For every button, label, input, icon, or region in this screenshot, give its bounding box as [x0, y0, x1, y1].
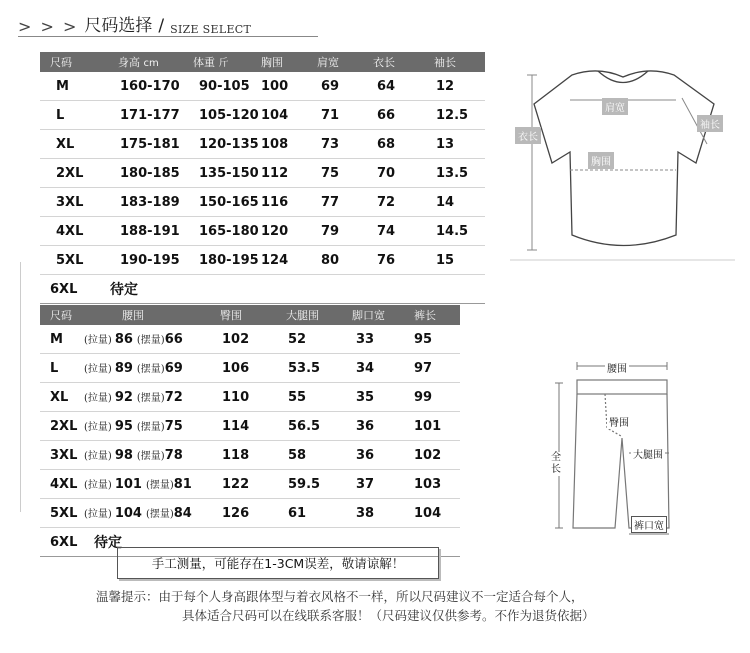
bottom-size-table [40, 305, 460, 557]
cell-chest: 124 [261, 246, 311, 275]
cell-length: 72 [363, 188, 420, 217]
waist-relaxed-label: (拉量) [84, 422, 112, 433]
cell-hem: 33 [348, 325, 410, 354]
col-size: 尺码 [50, 309, 72, 322]
waist-relaxed-value: 89 [114, 361, 133, 376]
cell-weight: 90-105 [183, 72, 261, 101]
cell-height: 180-185 [98, 159, 183, 188]
bottom-table-header [40, 305, 460, 325]
col-pants-length: 裤长 [414, 309, 436, 322]
cell-height: 183-189 [98, 188, 183, 217]
cell-sleeve: 12 [420, 72, 485, 101]
left-rule [20, 262, 21, 512]
cell-shoulder: 77 [311, 188, 363, 217]
pants-diagram [545, 358, 695, 543]
cell-thigh: 55 [276, 383, 348, 412]
col-height: 身高 [118, 56, 140, 69]
waist-flat-label: (摆量) [136, 364, 165, 375]
table-row [40, 188, 485, 217]
table-row [40, 383, 460, 412]
cell-thigh: 52 [276, 325, 348, 354]
cell-hem: 34 [348, 354, 410, 383]
cell-height: 171-177 [98, 101, 183, 130]
cell-thigh: 59.5 [276, 470, 348, 499]
table-row [40, 499, 460, 528]
waist-flat-value: 72 [164, 390, 183, 405]
table-row [40, 72, 485, 101]
cell-size: XL [40, 130, 98, 159]
cell-thigh: 61 [276, 499, 348, 528]
table-row-extra [40, 275, 485, 304]
shirt-label-sleeve: 袖长 [697, 115, 723, 132]
cell-thigh: 58 [276, 441, 348, 470]
cell-shoulder: 80 [311, 246, 363, 275]
header-divider [18, 36, 318, 37]
cell-shoulder: 71 [311, 101, 363, 130]
waist-relaxed-label: (拉量) [84, 480, 112, 491]
cell-hip: 122 [214, 470, 276, 499]
col-weight: 体重 [193, 56, 215, 69]
col-size: 尺码 [50, 56, 72, 69]
cell-chest: 104 [261, 101, 311, 130]
waist-flat-value: 66 [164, 332, 183, 347]
waist-flat-label: (摆量) [145, 480, 174, 491]
cell-hem: 36 [348, 441, 410, 470]
col-shoulder: 肩宽 [317, 56, 339, 69]
header-title: 尺码选择 [84, 16, 153, 36]
col-length: 衣长 [373, 56, 395, 69]
cell-pants-length: 102 [410, 441, 460, 470]
table-row [40, 101, 485, 130]
table-row [40, 354, 460, 383]
cell-size: 5XL [40, 246, 98, 275]
pants-label-waist: 腰围 [605, 360, 629, 375]
cell-pants-length: 97 [410, 354, 460, 383]
header-slash: / [158, 16, 165, 36]
measurement-note: 手工测量，可能存在1-3CM误差，敬请谅解！ [117, 547, 439, 579]
tip-line-1: 温馨提示：由于每个人身高跟体型与着衣风格不一样，所以尺码建议不一定适合每个人， [96, 589, 584, 604]
table-row [40, 441, 460, 470]
pants-label-hip: 臀围 [607, 414, 631, 429]
cell-hip: 114 [214, 412, 276, 441]
cell-hip: 110 [214, 383, 276, 412]
cell-chest: 100 [261, 72, 311, 101]
cell-sleeve: 13.5 [420, 159, 485, 188]
col-height-unit: cm [143, 58, 159, 69]
cell-shoulder: 79 [311, 217, 363, 246]
cell-size: L [40, 101, 98, 130]
cell-chest: 112 [261, 159, 311, 188]
cell-hip: 126 [214, 499, 276, 528]
waist-relaxed-label: (拉量) [84, 364, 112, 375]
col-thigh: 大腿围 [286, 309, 319, 322]
waist-flat-label: (摆量) [145, 509, 174, 520]
cell-hip: 118 [214, 441, 276, 470]
top-size-table [40, 52, 485, 304]
waist-relaxed-value: 86 [114, 332, 133, 347]
cell-size: 6XL [40, 275, 98, 304]
cell-pants-length: 104 [410, 499, 460, 528]
waist-flat-label: (摆量) [136, 393, 165, 404]
cell-weight: 105-120 [183, 101, 261, 130]
cell-sleeve: 14 [420, 188, 485, 217]
header-arrows: > > > [18, 17, 79, 36]
waist-relaxed-label: (拉量) [84, 393, 112, 404]
table-row [40, 470, 460, 499]
waist-relaxed-value: 101 [114, 477, 142, 492]
cell-size: 3XL [40, 441, 82, 470]
waist-relaxed-value: 95 [114, 419, 133, 434]
shirt-label-chest: 胸围 [588, 152, 614, 169]
cell-hem: 37 [348, 470, 410, 499]
cell-shoulder: 73 [311, 130, 363, 159]
cell-chest: 108 [261, 130, 311, 159]
table-row [40, 246, 485, 275]
cell-shoulder: 75 [311, 159, 363, 188]
cell-hem: 36 [348, 412, 410, 441]
waist-flat-label: (摆量) [136, 335, 165, 346]
cell-size: M [40, 72, 98, 101]
cell-pants-length: 99 [410, 383, 460, 412]
cell-height: 188-191 [98, 217, 183, 246]
waist-flat-label: (摆量) [136, 422, 165, 433]
cell-size: M [40, 325, 82, 354]
col-chest: 胸围 [261, 56, 283, 69]
waist-relaxed-value: 98 [114, 448, 133, 463]
cell-size: L [40, 354, 82, 383]
cell-sleeve: 12.5 [420, 101, 485, 130]
waist-flat-label: (摆量) [136, 451, 165, 462]
pants-label-hem: 裤口宽 [631, 516, 667, 533]
cell-hem: 35 [348, 383, 410, 412]
cell-height: 160-170 [98, 72, 183, 101]
cell-weight: 165-180 [183, 217, 261, 246]
shirt-diagram [510, 60, 735, 265]
tip-line-2: 具体适合尺码可以在线联系客服！（尺码建议仅供参考。不作为退货依据） [182, 608, 595, 623]
cell-weight: 135-150 [183, 159, 261, 188]
cell-weight: 150-165 [183, 188, 261, 217]
col-sleeve: 袖长 [434, 56, 456, 69]
cell-pants-length: 103 [410, 470, 460, 499]
cell-waist [82, 383, 214, 412]
cell-pants-length: 101 [410, 412, 460, 441]
cell-sleeve: 15 [420, 246, 485, 275]
cell-length: 66 [363, 101, 420, 130]
waist-flat-value: 81 [173, 477, 192, 492]
cell-size: 3XL [40, 188, 98, 217]
col-weight-unit: 斤 [218, 58, 229, 69]
shirt-outline-icon [510, 60, 735, 265]
cell-chest: 116 [261, 188, 311, 217]
cell-size: 4XL [40, 470, 82, 499]
cell-pending: 待定 [98, 275, 485, 304]
waist-relaxed-label: (拉量) [84, 451, 112, 462]
cell-sleeve: 13 [420, 130, 485, 159]
table-row [40, 217, 485, 246]
cell-waist [82, 499, 214, 528]
cell-waist [82, 354, 214, 383]
cell-height: 175-181 [98, 130, 183, 159]
cell-size: 6XL [40, 528, 82, 557]
cell-thigh: 53.5 [276, 354, 348, 383]
pants-label-thigh: 大腿围 [631, 446, 665, 461]
cell-size: XL [40, 383, 82, 412]
cell-size: 2XL [40, 159, 98, 188]
waist-flat-value: 84 [173, 506, 192, 521]
cell-hip: 106 [214, 354, 276, 383]
cell-length: 70 [363, 159, 420, 188]
cell-hem: 38 [348, 499, 410, 528]
waist-flat-value: 69 [164, 361, 183, 376]
cell-sleeve: 14.5 [420, 217, 485, 246]
col-hem: 脚口宽 [352, 309, 385, 322]
cell-hip: 102 [214, 325, 276, 354]
cell-weight: 180-195 [183, 246, 261, 275]
cell-weight: 120-135 [183, 130, 261, 159]
waist-relaxed-label: (拉量) [84, 335, 112, 346]
cell-length: 74 [363, 217, 420, 246]
cell-length: 64 [363, 72, 420, 101]
cell-waist [82, 441, 214, 470]
cell-pants-length: 95 [410, 325, 460, 354]
pants-outline-icon [545, 358, 695, 543]
cell-size: 5XL [40, 499, 82, 528]
cell-waist [82, 412, 214, 441]
shirt-label-length: 衣长 [515, 127, 541, 144]
cell-thigh: 56.5 [276, 412, 348, 441]
shirt-label-shoulder: 肩宽 [602, 98, 628, 115]
section-header [18, 10, 251, 36]
table-row [40, 325, 460, 354]
cell-waist [82, 325, 214, 354]
waist-relaxed-value: 92 [114, 390, 133, 405]
cell-chest: 120 [261, 217, 311, 246]
cell-size: 2XL [40, 412, 82, 441]
waist-relaxed-value: 104 [114, 506, 142, 521]
header-subtitle: SIZE SELECT [170, 23, 252, 36]
cell-size: 4XL [40, 217, 98, 246]
cell-length: 68 [363, 130, 420, 159]
cell-pending: 待定 [82, 528, 460, 557]
cell-shoulder: 69 [311, 72, 363, 101]
table-row [40, 412, 460, 441]
col-hip: 臀围 [220, 309, 242, 322]
tip-text [96, 587, 736, 625]
table-row [40, 130, 485, 159]
waist-flat-value: 78 [164, 448, 183, 463]
cell-waist [82, 470, 214, 499]
cell-height: 190-195 [98, 246, 183, 275]
waist-flat-value: 75 [164, 419, 183, 434]
cell-length: 76 [363, 246, 420, 275]
pants-label-length: 全长 [549, 452, 565, 476]
col-waist: 腰围 [122, 309, 144, 322]
top-table-header [40, 52, 485, 72]
table-row [40, 159, 485, 188]
waist-relaxed-label: (拉量) [84, 509, 112, 520]
